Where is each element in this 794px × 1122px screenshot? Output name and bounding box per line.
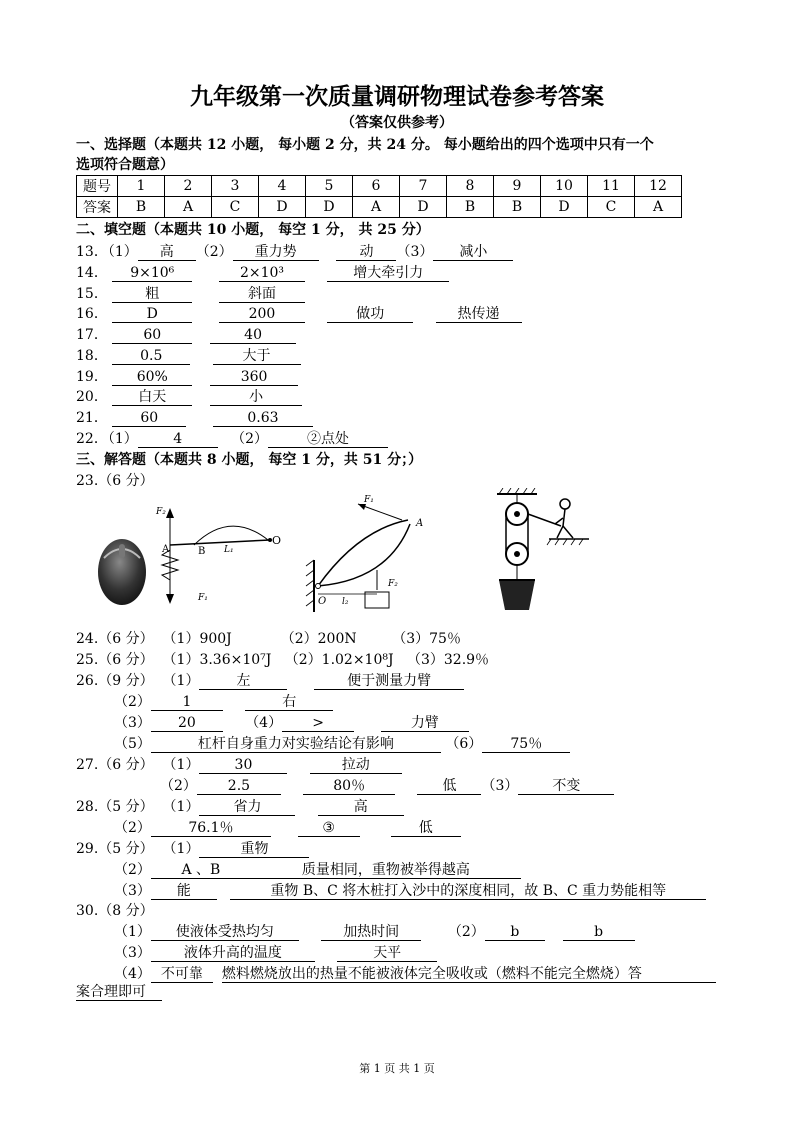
answer-blank: 2.5 [197,778,281,795]
answer-blank: 重力势 [233,244,319,261]
table-cell: A [635,197,682,218]
part-label: （3） [396,244,434,260]
answer-blank: 20 [151,715,223,732]
answer-blank: A 、B [151,862,251,879]
part-label: （3） [114,945,151,961]
answer-blank: 重物 B、C 将木桩打入沙中的深度相同，故 B、C 重力势能相等 [230,883,706,900]
table-header-cell: 题号 [77,176,118,197]
q26-line3 [114,712,469,732]
q30-line3 [114,963,716,983]
q30-label: 30.（8 分） [76,903,154,919]
label-F2: F₂ [388,579,398,589]
table-header-cell: 答案 [77,197,118,218]
answer-text: （3）32.9％ [406,652,490,668]
answer-blank: 减小 [433,244,513,261]
figure-curved-lever [298,490,438,620]
part-label: （1） [162,841,200,857]
question-number: 27.（6 分） [76,757,154,773]
sec1-heading-line1: 一、选择题（本题共 12 小题， 每小题 2 分，共 24 分。 每小题给出的四个选项中只有一个 [76,137,654,153]
answer-blank: 右 [245,694,333,711]
q30-line4 [76,984,162,1001]
answer-blank: ②点处 [268,431,388,448]
question-number: 13． [76,244,108,260]
part-label: （1） [162,757,200,773]
question-number: 16． [76,306,108,322]
table-cell: 1 [118,176,165,197]
lever-diagram [162,508,272,604]
q30-line2 [114,942,437,962]
part-label: （4） [114,966,151,982]
answer-blank: b [563,924,635,941]
q26-line4 [114,733,570,753]
answer-blank: 80％ [303,778,395,795]
answer-blank: 案合理即可 [76,984,162,1001]
table-cell: A [165,197,212,218]
q16-line [76,303,522,323]
q21-line [76,407,313,427]
part-label: （2） [447,924,485,940]
part-label: （1） [107,244,138,260]
table-row [77,197,682,218]
question-number: 17． [76,327,108,343]
table-cell: B [494,197,541,218]
answer-blank: 不可靠 [151,966,213,983]
part-label: （4） [245,715,283,731]
table-cell: 5 [306,176,353,197]
answer-blank: 4 [138,431,218,448]
page-title: 九年级第一次质量调研物理试卷参考答案 [190,83,604,110]
label-L1: L₁ [224,545,234,555]
part-label: （1） [162,799,200,815]
label-F1: F₁ [364,495,374,505]
answer-blank: 大于 [213,348,301,365]
answer-table [76,175,682,218]
part-label: （1） [107,431,138,447]
answer-blank: 燃料燃烧放出的热量不能被液体完全吸收或（燃料不能完全燃烧）答 [222,966,716,983]
answer-text: （1）900J [162,631,232,647]
answer-blank: 75％ [482,736,570,753]
answer-blank: 粗 [112,286,192,303]
answer-blank: 左 [199,673,287,690]
answer-blank: 做功 [327,306,413,323]
answer-blank: 60% [112,369,192,386]
question-number: 26.（9 分） [76,673,154,689]
q27-line1 [76,754,402,774]
page-subtitle: （答案仅供参考） [341,115,453,131]
label-l2: l₂ [342,597,349,607]
question-number: 14． [76,265,108,281]
answer-blank: 不变 [518,778,614,795]
answer-blank: 重物 [199,841,309,858]
person-figure [555,499,573,538]
answer-blank: 天平 [337,945,437,962]
part-label: （5） [114,736,151,752]
answer-blank: 热传递 [436,306,522,323]
sec1-heading-line2: 选项符合题意） [76,157,174,173]
answer-blank: 省力 [199,799,295,816]
part-label: （2） [160,778,197,794]
sec2-heading: 二、填空题（本题共 10 小题， 每空 1 分， 共 25 分） [76,222,430,238]
question-number: 28.（5 分） [76,799,154,815]
answer-blank: D [112,306,192,323]
answer-blank: 加热时间 [321,924,421,941]
table-cell: 7 [400,176,447,197]
table-cell: 10 [541,176,588,197]
q26-line2 [114,691,333,711]
q17-line [76,324,296,344]
figure-pulley-system [485,488,595,616]
answer-blank: 低 [391,820,461,837]
answer-blank: > [282,715,354,732]
answer-blank: 2×10³ [219,265,305,282]
table-cell: C [588,197,635,218]
label-F2: F₂ [156,507,166,517]
label-A: A [162,544,170,555]
q15-line [76,283,305,303]
answer-blank: 高 [318,799,404,816]
label-B: B [198,546,206,557]
answer-blank: 杠杆自身重力对实验结论有影响 [151,736,441,753]
table-cell: D [400,197,447,218]
answer-blank: 斜面 [219,286,305,303]
table-cell: 9 [494,176,541,197]
table-cell: 11 [588,176,635,197]
q20-line [76,386,302,406]
answer-blank: 76.1％ [151,820,271,837]
answer-blank: 拉动 [310,757,402,774]
answer-text: （2）200N [280,631,357,647]
answer-blank: 力臂 [381,715,469,732]
answer-blank: 液体升高的温度 [151,945,315,962]
q29-line1 [76,838,309,858]
part-label: （2） [114,820,151,836]
answer-blank: 能 [151,883,217,900]
answer-blank: 便于测量力臂 [314,673,464,690]
answer-blank: ③ [298,820,360,837]
answer-blank: 360 [210,369,298,386]
part-label: （3） [114,883,151,899]
table-cell: 2 [165,176,212,197]
table-cell: D [306,197,353,218]
question-number: 15． [76,286,108,302]
answer-blank: 30 [199,757,287,774]
page-footer: 第 1 页 共 1 页 [359,1062,435,1075]
answer-blank: 0.5 [112,348,190,365]
answer-blank: 60 [112,410,186,427]
q27-line2 [160,775,614,795]
question-number: 21． [76,410,108,426]
table-cell: 4 [259,176,306,197]
table-cell: A [353,197,400,218]
table-cell: D [259,197,306,218]
table-cell: 3 [212,176,259,197]
computer-mouse-image [98,539,146,605]
part-label: （1） [162,673,200,689]
question-number: 25.（6 分） [76,652,154,668]
q29-line3 [114,880,706,900]
q24-line [76,628,461,648]
figure-mouse-lever [90,500,290,610]
question-number: 24.（6 分） [76,631,154,647]
table-cell: D [541,197,588,218]
table-cell: 12 [635,176,682,197]
q14-line [76,262,449,282]
answer-text: （2）1.02×10⁸J [284,652,394,668]
part-label: （1） [114,924,151,940]
label-A: A [416,518,424,529]
answer-blank: 低 [417,778,481,795]
table-cell: B [118,197,165,218]
answer-text: （1）3.36×10⁷J [162,652,272,668]
table-row [77,176,682,197]
table-cell: 6 [353,176,400,197]
table-cell: C [212,197,259,218]
answer-blank: 高 [138,244,196,261]
answer-text: （3）75％ [392,631,461,647]
sec3-heading: 三、解答题（本题共 8 小题， 每空 1 分，共 51 分；） [76,452,423,468]
question-number: 20． [76,389,108,405]
answer-blank: 60 [112,327,192,344]
table-cell: B [447,197,494,218]
label-O: O [272,534,282,547]
q29-line2 [114,859,521,879]
answer-blank: 动 [336,244,396,261]
part-label: （2） [114,862,151,878]
answer-blank: b [485,924,545,941]
part-label: （2） [195,244,233,260]
part-label: （6） [445,736,483,752]
part-label: （3） [114,715,151,731]
question-number: 22． [76,431,108,447]
question-number: 19． [76,369,108,385]
q28-line2 [114,817,461,837]
answer-blank: 增大牵引力 [327,265,449,282]
part-label: （2） [114,694,151,710]
question-number: 29.（5 分） [76,841,154,857]
answer-blank: 质量相同，重物被举得越高 [251,862,521,879]
table-cell: 8 [447,176,494,197]
q18-line [76,345,301,365]
answer-blank: 40 [210,327,296,344]
part-label: （3） [481,778,519,794]
part-label: （2） [231,431,269,447]
answer-blank: 白天 [112,389,192,406]
q26-line1 [76,670,464,690]
answer-blank: 200 [219,306,305,323]
question-number: 18． [76,348,108,364]
q23-label: 23.（6 分） [76,473,154,489]
q19-line [76,366,298,386]
label-F1: F₁ [198,593,208,603]
answer-blank: 9×10⁶ [112,265,192,282]
answer-blank: 使液体受热均匀 [151,924,299,941]
answer-blank: 小 [210,389,302,406]
label-O: O [318,596,327,607]
answer-blank: 1 [151,694,223,711]
answer-blank: 0.63 [213,410,313,427]
q25-line [76,649,489,669]
q13-line [76,241,513,261]
q30-line1 [114,921,635,941]
q28-line1 [76,796,404,816]
q22-line [76,428,388,448]
